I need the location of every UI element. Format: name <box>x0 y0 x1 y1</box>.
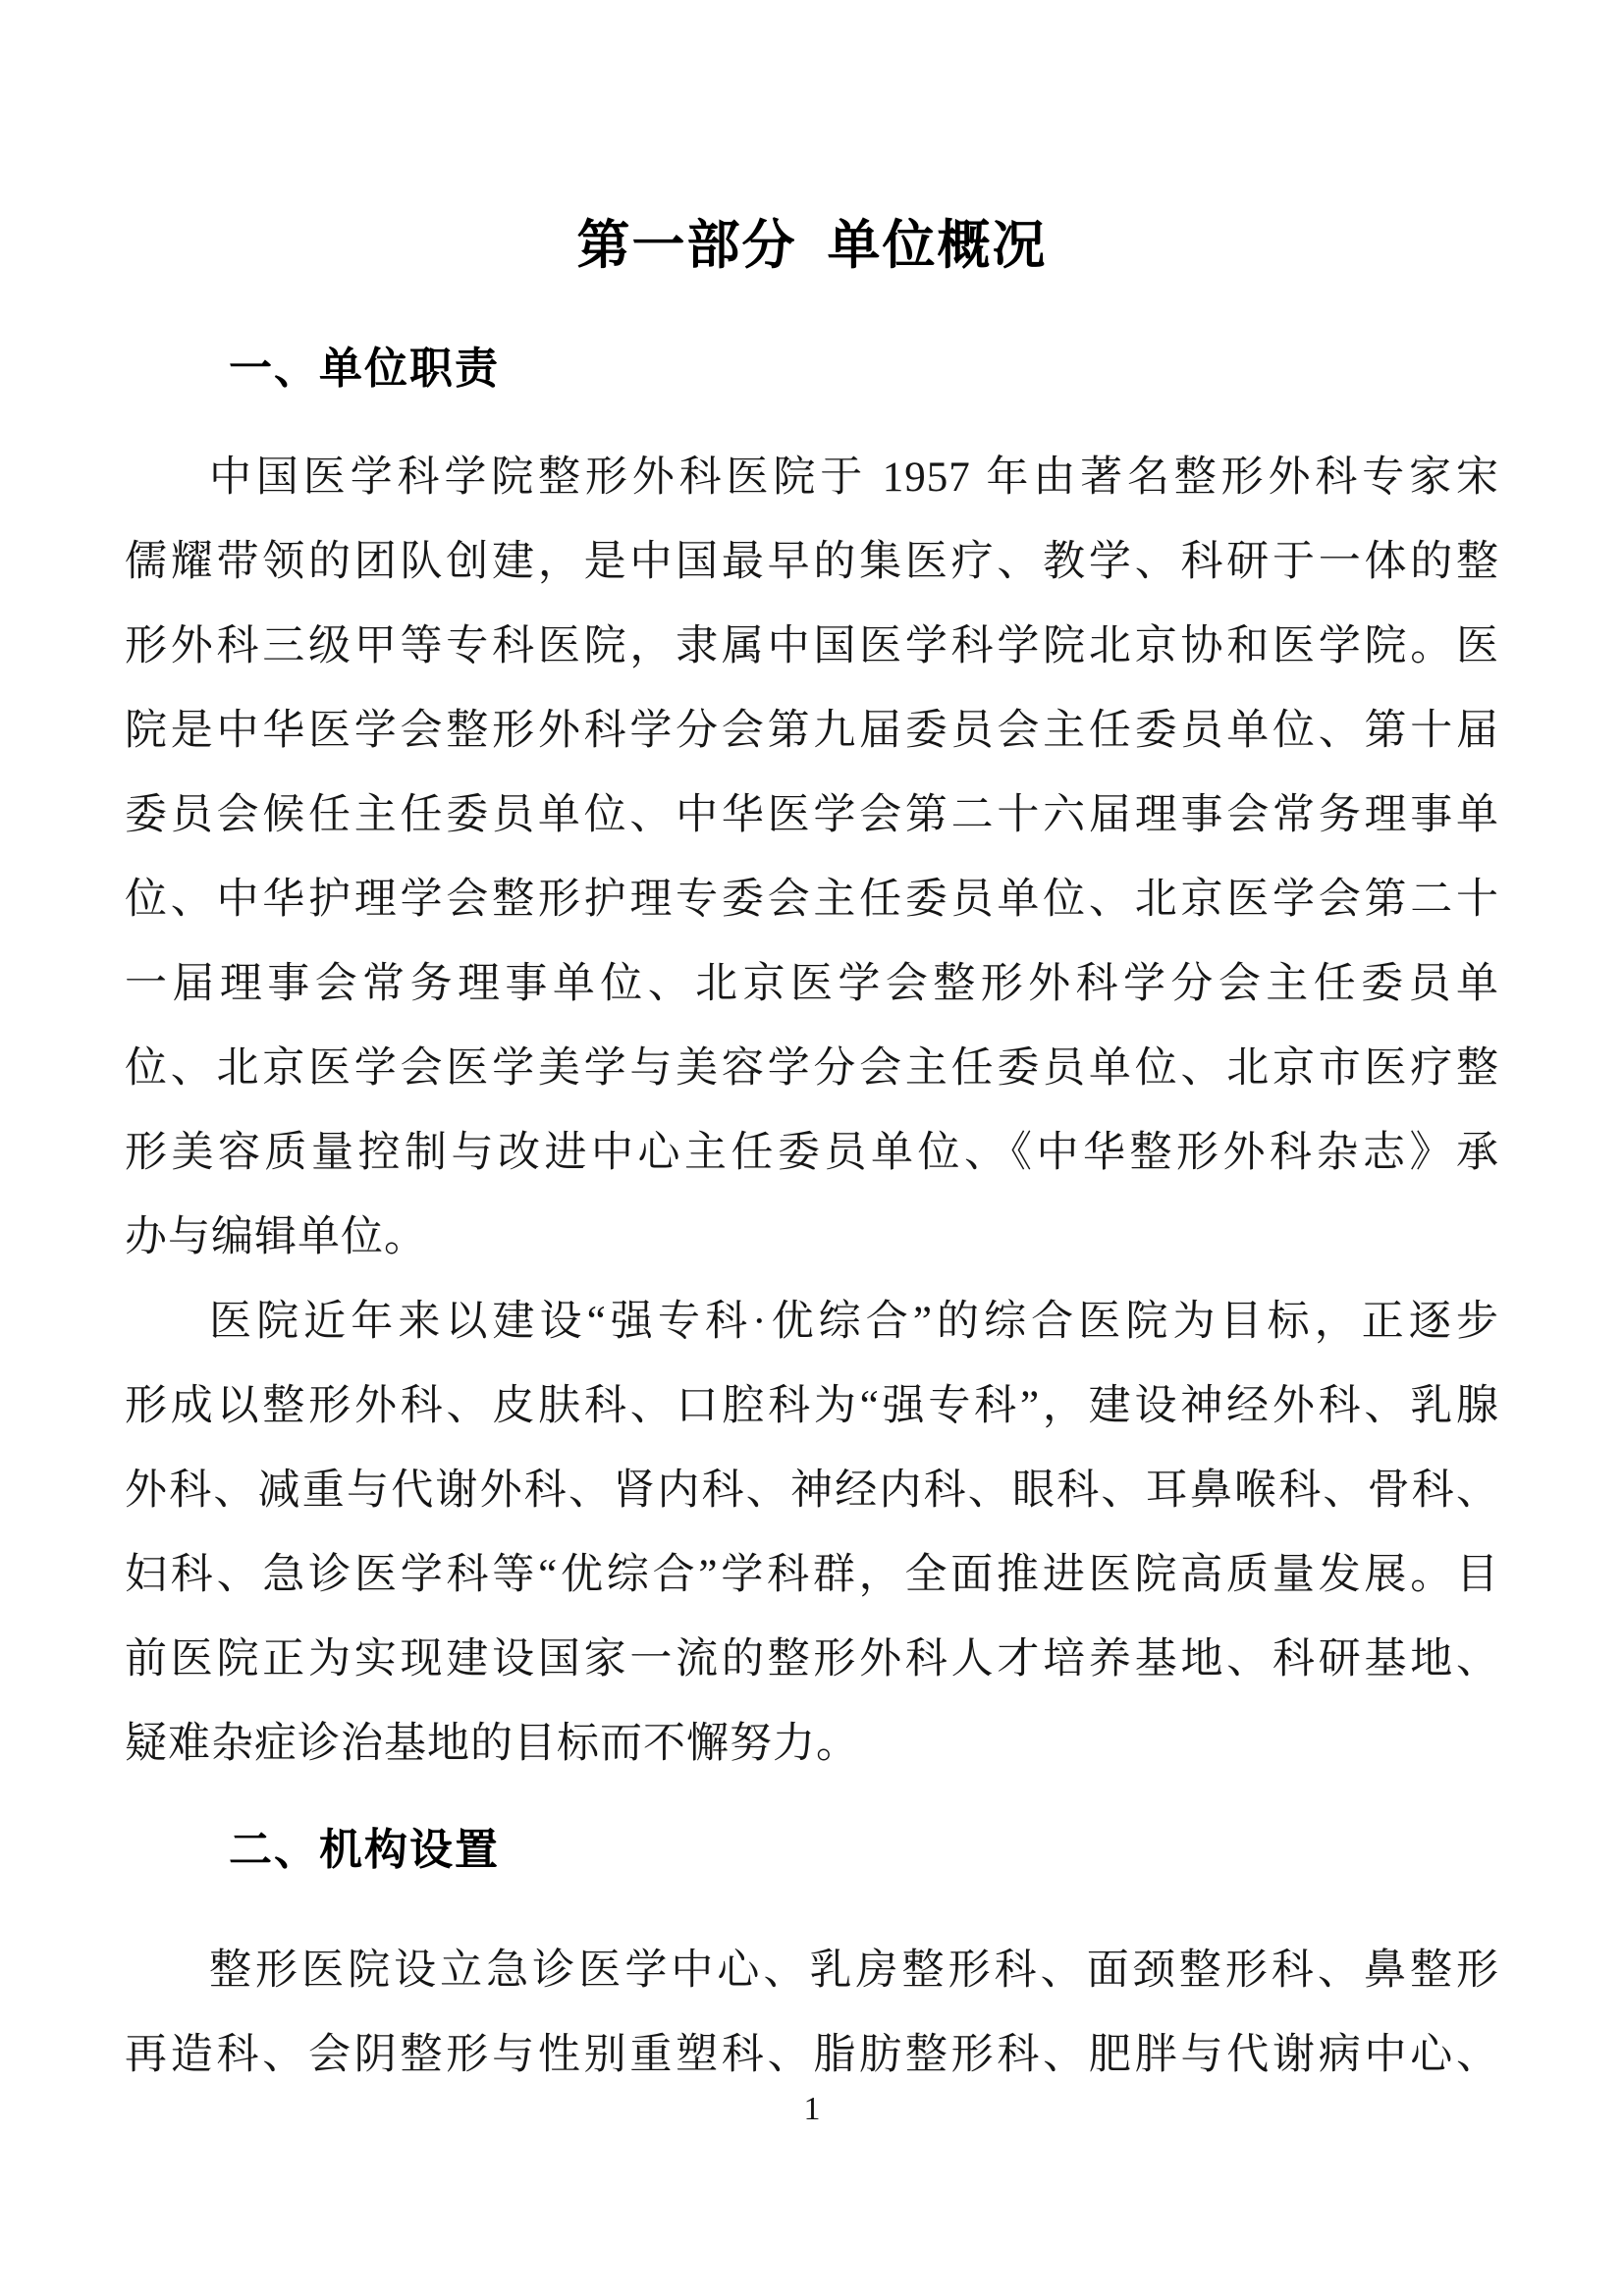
paragraph-line: 位、中华护理学会整形护理专委会主任委员单位、北京医学会第二十 <box>125 877 1499 923</box>
section-heading-2: 二、机构设置 <box>229 1826 500 1874</box>
paragraph-line: 院是中华医学会整形外科学分会第九届委员会主任委员单位、第十届 <box>125 708 1499 754</box>
section-heading-1: 一、单位职责 <box>229 345 500 393</box>
paragraph-line: 位、北京医学会医学美学与美容学分会主任委员单位、北京市医疗整 <box>125 1045 1499 1092</box>
paragraph-line: 儒耀带领的团队创建，是中国最早的集医疗、教学、科研于一体的整 <box>125 539 1499 585</box>
paragraph-line: 整形医院设立急诊医学中心、乳房整形科、面颈整形科、鼻整形 <box>209 1948 1499 1994</box>
paragraph-line: 医院近年来以建设“强专科·优综合”的综合医院为目标，正逐步 <box>209 1299 1499 1345</box>
paragraph-line: 中国医学科学院整形外科医院于 1957 年由著名整形外科专家宋 <box>209 454 1499 501</box>
paragraph-line: 疑难杂症诊治基地的目标而不懈努力。 <box>125 1721 859 1767</box>
paragraph-line: 形成以整形外科、皮肤科、口腔科为“强专科”，建设神经外科、乳腺 <box>125 1383 1499 1429</box>
paragraph-line: 形美容质量控制与改进中心主任委员单位、《中华整形外科杂志》承 <box>125 1130 1499 1176</box>
paragraph-2 <box>125 1280 1499 1787</box>
paragraph-line: 妇科、急诊医学科等“优综合”学科群，全面推进医院高质量发展。目 <box>125 1552 1499 1598</box>
paragraph-3 <box>125 1929 1499 2098</box>
paragraph-line: 前医院正为实现建设国家一流的整形外科人才培养基地、科研基地、 <box>125 1636 1499 1682</box>
paragraph-line: 再造科、会阴整形与性别重塑科、脂肪整形科、肥胖与代谢病中心、 <box>125 2032 1499 2078</box>
paragraph-1 <box>125 436 1499 1280</box>
document-title: 第一部分 单位概况 <box>576 216 1048 275</box>
paragraph-line: 办与编辑单位。 <box>125 1214 427 1260</box>
paragraph-line: 一届理事会常务理事单位、北京医学会整形外科学分会主任委员单 <box>125 961 1499 1007</box>
paragraph-line: 外科、减重与代谢外科、肾内科、神经内科、眼科、耳鼻喉科、骨科、 <box>125 1468 1499 1514</box>
paragraph-line: 委员会候任主任委员单位、中华医学会第二十六届理事会常务理事单 <box>125 792 1499 838</box>
page-number: 1 <box>803 2091 821 2127</box>
paragraph-line: 形外科三级甲等专科医院，隶属中国医学科学院北京协和医学院。医 <box>125 623 1499 669</box>
